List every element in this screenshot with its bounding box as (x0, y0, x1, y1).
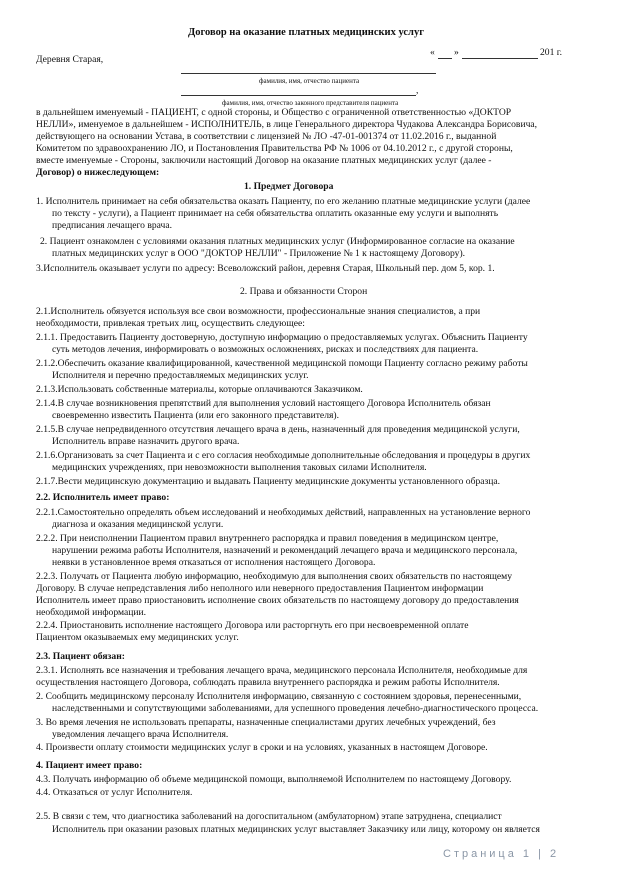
section-1-heading: 1. Предмет Договора (244, 181, 334, 192)
body-line-8: по тексту - услуги), а Пациент принимает на себя обязательства оплатить оказанные ему услуги и выполнять (52, 208, 499, 219)
body-line-23: 2.1.5.В случае непредвиденного отсутствия лечащего врача в день, назначенный для проведения медицинской услуги, (36, 424, 520, 435)
body-line-18: 2.1.2.Обеспечить оказание квалифицированной, качественной медицинской помощи Пациенту согласно режиму работы (36, 358, 528, 369)
body-line-51: 2.5. В связи с тем, что диагностика заболеваний на догоспитальном (амбулаторном) этапе затруднена, специалист (36, 811, 502, 822)
body-line-45: 3. Во время лечения не использовать препараты, назначенные специалистами других лечебных учреждений, без (36, 717, 496, 728)
document-title: Договор на оказание платных медицинских услуг (188, 27, 424, 38)
representative-comma: , (416, 85, 419, 96)
representative-name-line (181, 95, 416, 96)
body-line-27: 2.1.7.Вести медицинскую документацию и выдавать Пациенту медицинские документы установленного образца. (36, 476, 501, 487)
body-line-2: действующего на основании Устава, в соответствии с лицензией № ЛО -47-01-001374 от 11.02.2016 г., выданной (36, 131, 497, 142)
body-line-36: Исполнитель имеет право приостановить исполнение своих обязательств по настоящему договору до предоставления (36, 595, 519, 606)
body-line-21: 2.1.4.В случае возникновения препятствий для выполнения условий настоящего Договора Исполнитель обязан (36, 398, 491, 409)
body-line-19: Исполнителя и перечню предоставляемых медицинских услуг. (52, 370, 309, 381)
body-line-39: Пациентом оказываемых ему медицинских услуг. (36, 632, 239, 643)
body-line-12: 3.Исполнитель оказывает услуги по адресу: Всеволожский район, деревня Старая, Школьный пер. дом 5, кор. 1. (36, 263, 495, 274)
body-line-22: своевременно известить Пациента (или его законного представителя). (52, 410, 339, 421)
body-line-49: 4.3. Получать информацию об объеме медицинской помощи, выполняемой Исполнителем по настоящему Договору. (36, 774, 512, 785)
patient-name-label: фамилия, имя, отчество пациента (259, 77, 360, 85)
body-line-15: необходимости, привлекая третьих лиц, осуществить следующее: (36, 318, 305, 329)
body-line-16: 2.1.1. Предоставить Пациенту достоверную, доступную информацию о предоставляемых услугах. Объяснить Пациенту (36, 332, 528, 343)
body-line-7: 1. Исполнитель принимает на себя обязательства оказать Пациенту, по его желанию платные медицинские услуги (далее (36, 196, 531, 207)
body-line-9: предписания лечащего врача. (52, 220, 173, 231)
body-line-37: необходимой информации. (36, 607, 147, 618)
body-line-10: 2. Пациент ознакомлен с условиями оказания платных медицинских услуг (Информированное согласие на оказание (40, 236, 515, 247)
body-line-25: 2.1.6.Организовать за счет Пациента и с его согласия необходимые дополнительные обследования и процедуры в других (36, 450, 531, 461)
body-line-20: 2.1.3.Использовать собственные материалы, которые оплачиваются Заказчиком. (36, 384, 363, 395)
body-line-50: 4.4. Отказаться от услуг Исполнителя. (36, 787, 193, 798)
body-line-46: уведомления лечащего врача Исполнителя. (52, 729, 229, 740)
date-day-line (438, 58, 452, 59)
body-line-4: вместе именуемые - Стороны, заключили настоящий Договор на оказание платных медицинских услуг (далее - (36, 155, 492, 166)
body-line-52: Исполнитель при оказании разовых платных медицинских услуг выставляет Заказчику или лицу, которому он является (52, 824, 540, 835)
section-2-heading: 2. Права и обязанности Сторон (240, 286, 368, 297)
body-line-38: 2.2.4. Приостановить исполнение настоящего Договора или расторгнуть его при несвоевременной оплате (36, 620, 469, 631)
body-line-31: 2.2.2. При неисполнении Пациентом правил внутреннего распорядка и правил поведения в медицинском центре, (36, 533, 499, 544)
body-line-41: 2.3.1. Исполнять все назначения и требования лечащего врача, медицинского персонала Исполнителя, необходимые для (36, 665, 528, 676)
body-line-47: 4. Произвести оплату стоимости медицинских услуг в сроки и на условиях, указанных в настоящем Договоре. (36, 742, 488, 753)
body-line-3: Комитетом по здравоохранению ЛО, и Постановления Правительства РФ № 1006 от 04.10.2012 г., с другой стороны, (36, 143, 513, 154)
date-month-line (462, 58, 538, 59)
body-line-43: 2. Сообщить медицинскому персоналу Исполнителя информацию, связанную с состоянием здоровья, перенесенными, (36, 691, 522, 702)
subsection-2-2-heading: 2.2. Исполнитель имеет право: (36, 492, 170, 503)
body-line-14: 2.1.Исполнитель обязуется используя все свои возможности, профессиональные знания специалистов, а при (36, 306, 481, 317)
patient-name-line (181, 73, 436, 74)
body-line-17: суть методов лечения, информировать о возможных осложнениях, рисках и последствиях для пациента. (52, 344, 479, 355)
body-line-24: Исполнитель вправе назначить другого врача. (52, 436, 240, 447)
body-line-29: 2.2.1.Самостоятельно определять объем исследований и необходимых действий, направленных на установление верного (36, 507, 531, 518)
body-line-33: неявки в установленное время отказаться от исполнения настоящего Договора. (52, 557, 376, 568)
page-number-footer: Страница 1 | 2 (443, 848, 560, 860)
representative-name-label: фамилия, имя, отчество законного представителя пациента (222, 99, 399, 107)
date-open-quote: « (430, 47, 435, 58)
body-line-0: в дальнейшем именуемый - ПАЦИЕНТ, с одной стороны, и Общество с ограниченной ответственностью «ДОКТОР (36, 107, 512, 118)
date-year-text: 201 г. (540, 47, 563, 58)
body-line-5: Договор) о нижеследующем: (36, 167, 160, 178)
body-line-30: диагноза и оказания медицинской услуги. (52, 519, 224, 530)
body-line-1: НЕЛЛИ», именуемое в дальнейшем - ИСПОЛНИТЕЛЬ, в лице Генерального директора Чудакова Александра Борисовича, (36, 119, 538, 130)
body-line-34: 2.2.3. Получать от Пациента любую информацию, необходимую для выполнения своих обязательств по настоящему (36, 571, 513, 582)
body-line-11: платных медицинских услуг в ООО "ДОКТОР НЕЛЛИ" - Приложение № 1 к настоящему Договору). (52, 248, 466, 259)
date-close-quote: » (454, 47, 459, 58)
body-line-35: Договору. В случае непредставления либо неполного или неверного предоставления Пациентом информации (36, 583, 484, 594)
body-line-42: осуществления настоящего Договора, соблюдать правила внутреннего распорядка и режим работы Исполнителя. (36, 677, 500, 688)
body-line-44: наследственными и сопутствующими заболеваниями, для успешного проведения лечебно-диагностического процесса. (52, 703, 539, 714)
place-text: Деревня Старая, (36, 54, 104, 65)
body-line-26: медицинских учреждениях, при невозможности выполнения таковых силами Исполнителя. (52, 462, 427, 473)
subsection-2-3-heading: 2.3. Пациент обязан: (36, 651, 125, 662)
body-line-32: нарушении режима работы Исполнителя, назначений и рекомендаций лечащего врача и медицинского персонала, (52, 545, 518, 556)
subsection-4-heading: 4. Пациент имеет право: (36, 760, 143, 771)
